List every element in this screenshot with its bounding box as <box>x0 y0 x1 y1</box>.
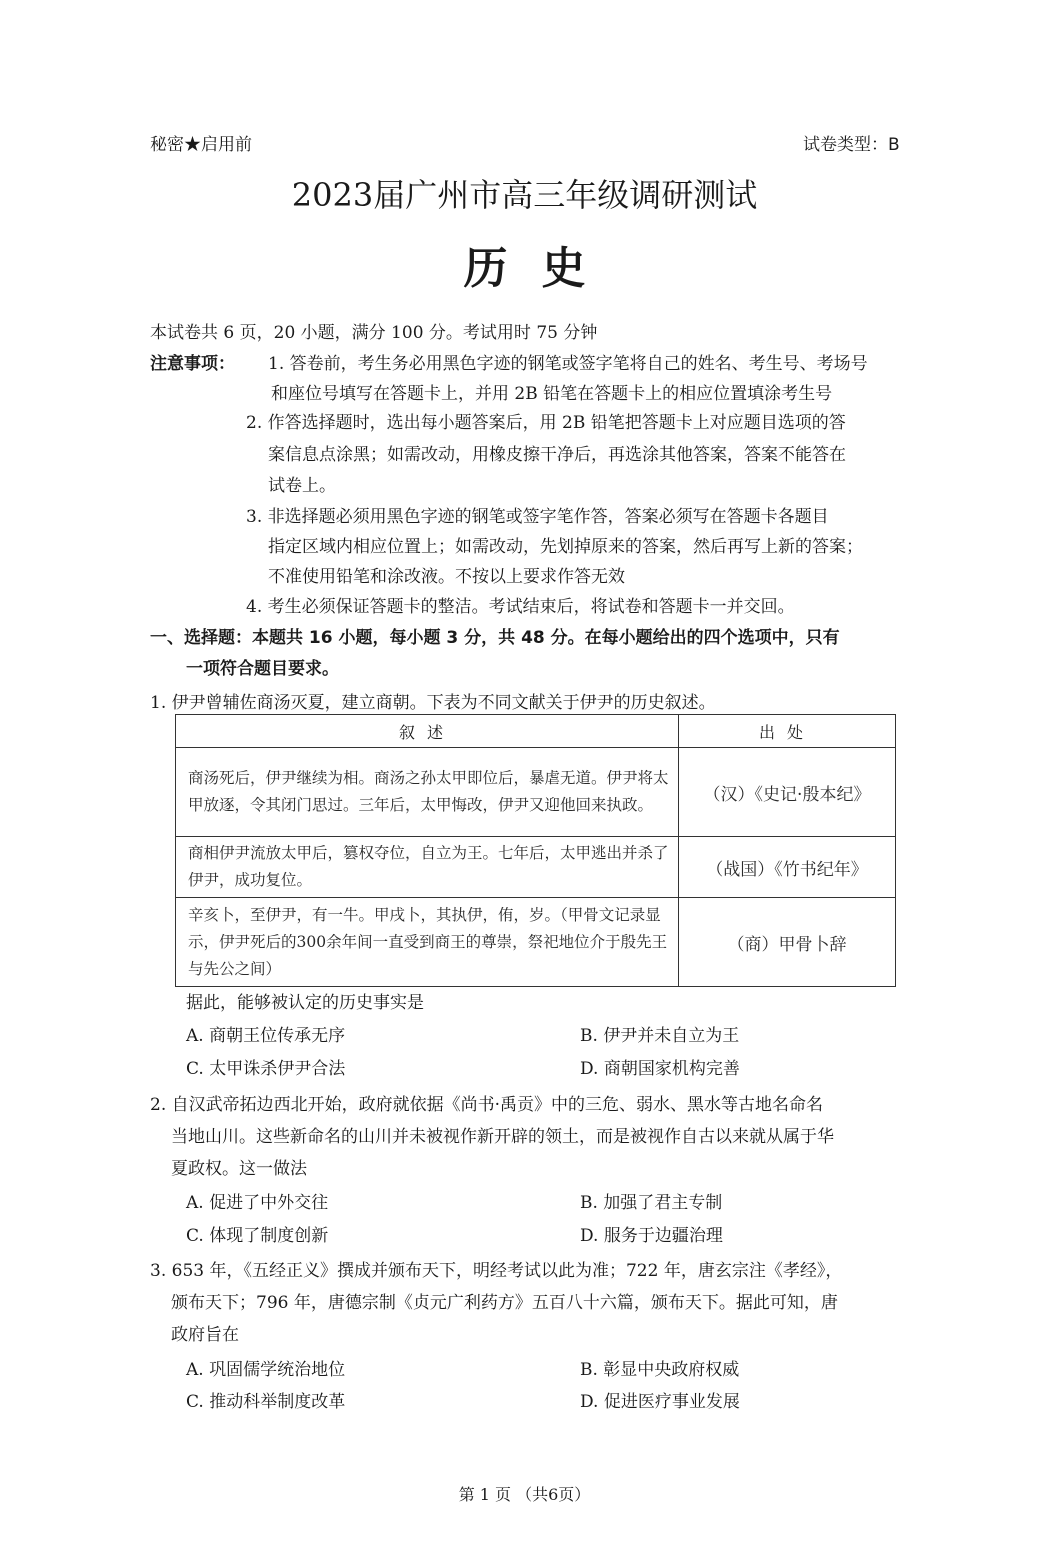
note-line: 指定区域内相应位置上；如需改动，先划掉原来的答案，然后再写上新的答案； <box>268 537 863 557</box>
table-header-desc: 叙述 <box>176 715 679 748</box>
question-2-stem-cont: 当地山川。这些新命名的山川并未被视作新开辟的领土，而是被视作自古以来就从属于华 <box>171 1127 834 1147</box>
subject-title: 历史 <box>463 243 620 294</box>
question-2-stem: 2. 自汉武帝拓边西北开始，政府就依据《尚书·禹贡》中的三危、弱水、黑水等古地名命名 <box>150 1095 824 1115</box>
note-line: 和座位号填写在答题卡上，并用 2B 铅笔在答题卡上的相应位置填涂考生号 <box>271 384 833 404</box>
table-cell-src: （战国）《竹书纪年》 <box>679 837 896 898</box>
option-b: B. 彰显中央政府权威 <box>580 1360 740 1380</box>
table-header-src: 出处 <box>679 715 896 748</box>
option-c: C. 体现了制度创新 <box>186 1226 329 1246</box>
table-cell-desc: 商相伊尹流放太甲后，篡权夺位，自立为王。七年后，太甲逃出并杀了伊尹，成功复位。 <box>176 837 679 898</box>
table-row <box>176 837 896 898</box>
paper-type: 试卷类型：B <box>803 135 900 155</box>
option-c: C. 推动科举制度改革 <box>186 1392 346 1412</box>
question-3-stem-cont: 政府旨在 <box>171 1325 239 1345</box>
option-b: B. 加强了君主专制 <box>580 1193 723 1213</box>
page-footer: 第 1 页 （共6页） <box>458 1485 591 1504</box>
question-1-prompt: 据此，能够被认定的历史事实是 <box>186 993 424 1013</box>
option-d: D. 商朝国家机构完善 <box>580 1059 740 1079</box>
question-3-stem-cont: 颁布天下；796 年，唐德宗制《贞元广利药方》五百八十六篇，颁布天下。据此可知，唐 <box>171 1293 838 1313</box>
table-cell-desc: 辛亥卜，至伊尹，有一牛。甲戌卜，其执伊，侑，岁。（甲骨文记录显示，伊尹死后的300余年间一直受到商王的尊崇，祭祀地位介于殷先王与先公之间） <box>176 898 679 987</box>
question-1-table <box>175 714 896 987</box>
table-row <box>176 748 896 837</box>
note-line: 3. 非选择题必须用黑色字迹的钢笔或签字笔作答，答案必须写在答题卡各题目 <box>246 507 829 527</box>
section-heading-cont: 一项符合题目要求。 <box>186 659 339 679</box>
option-d: D. 促进医疗事业发展 <box>580 1392 740 1412</box>
exam-intro: 本试卷共 6 页，20 小题，满分 100 分。考试用时 75 分钟 <box>150 323 598 343</box>
table-cell-src: （商）甲骨卜辞 <box>679 898 896 987</box>
note-line: 案信息点涂黑；如需改动，用橡皮擦干净后，再选涂其他答案，答案不能答在 <box>268 445 846 465</box>
note-line: 1. 答卷前，考生务必用黑色字迹的钢笔或签字笔将自己的姓名、考生号、考场号 <box>268 354 868 374</box>
option-d: D. 服务于边疆治理 <box>580 1226 723 1246</box>
option-c: C. 太甲诛杀伊尹合法 <box>186 1059 346 1079</box>
table-cell-src: （汉）《史记·殷本纪》 <box>679 748 896 837</box>
note-line: 不准使用铅笔和涂改液。不按以上要求作答无效 <box>268 567 625 587</box>
table-cell-desc: 商汤死后，伊尹继续为相。商汤之孙太甲即位后，暴虐无道。伊尹将太甲放逐，令其闭门思过。三年后，太甲悔改，伊尹又迎他回来执政。 <box>176 748 679 837</box>
note-line: 4. 考生必须保证答题卡的整洁。考试结束后，将试卷和答题卡一并交回。 <box>246 597 795 617</box>
question-1-stem: 1. 伊尹曾辅佐商汤灭夏，建立商朝。下表为不同文献关于伊尹的历史叙述。 <box>150 693 716 713</box>
option-a: A. 商朝王位传承无序 <box>186 1026 346 1046</box>
question-2-stem-cont: 夏政权。这一做法 <box>171 1159 307 1179</box>
note-line: 2. 作答选择题时，选出每小题答案后，用 2B 铅笔把答题卡上对应题目选项的答 <box>246 413 846 433</box>
section-heading: 一、选择题：本题共 16 小题，每小题 3 分，共 48 分。在每小题给出的四个选项中，只有 <box>150 628 840 648</box>
exam-title: 2023届广州市高三年级调研测试 <box>291 176 758 214</box>
option-b: B. 伊尹并未自立为王 <box>580 1026 740 1046</box>
question-3-stem: 3. 653 年，《五经正义》撰成并颁布天下，明经考试以此为准；722 年，唐玄宗注《孝经》， <box>150 1261 843 1281</box>
note-line: 试卷上。 <box>268 476 336 496</box>
table-row <box>176 898 896 987</box>
option-a: A. 巩固儒学统治地位 <box>186 1360 346 1380</box>
option-a: A. 促进了中外交往 <box>186 1193 329 1213</box>
notes-label: 注意事项： <box>150 354 235 374</box>
confidential-mark: 秘密★启用前 <box>150 135 252 155</box>
